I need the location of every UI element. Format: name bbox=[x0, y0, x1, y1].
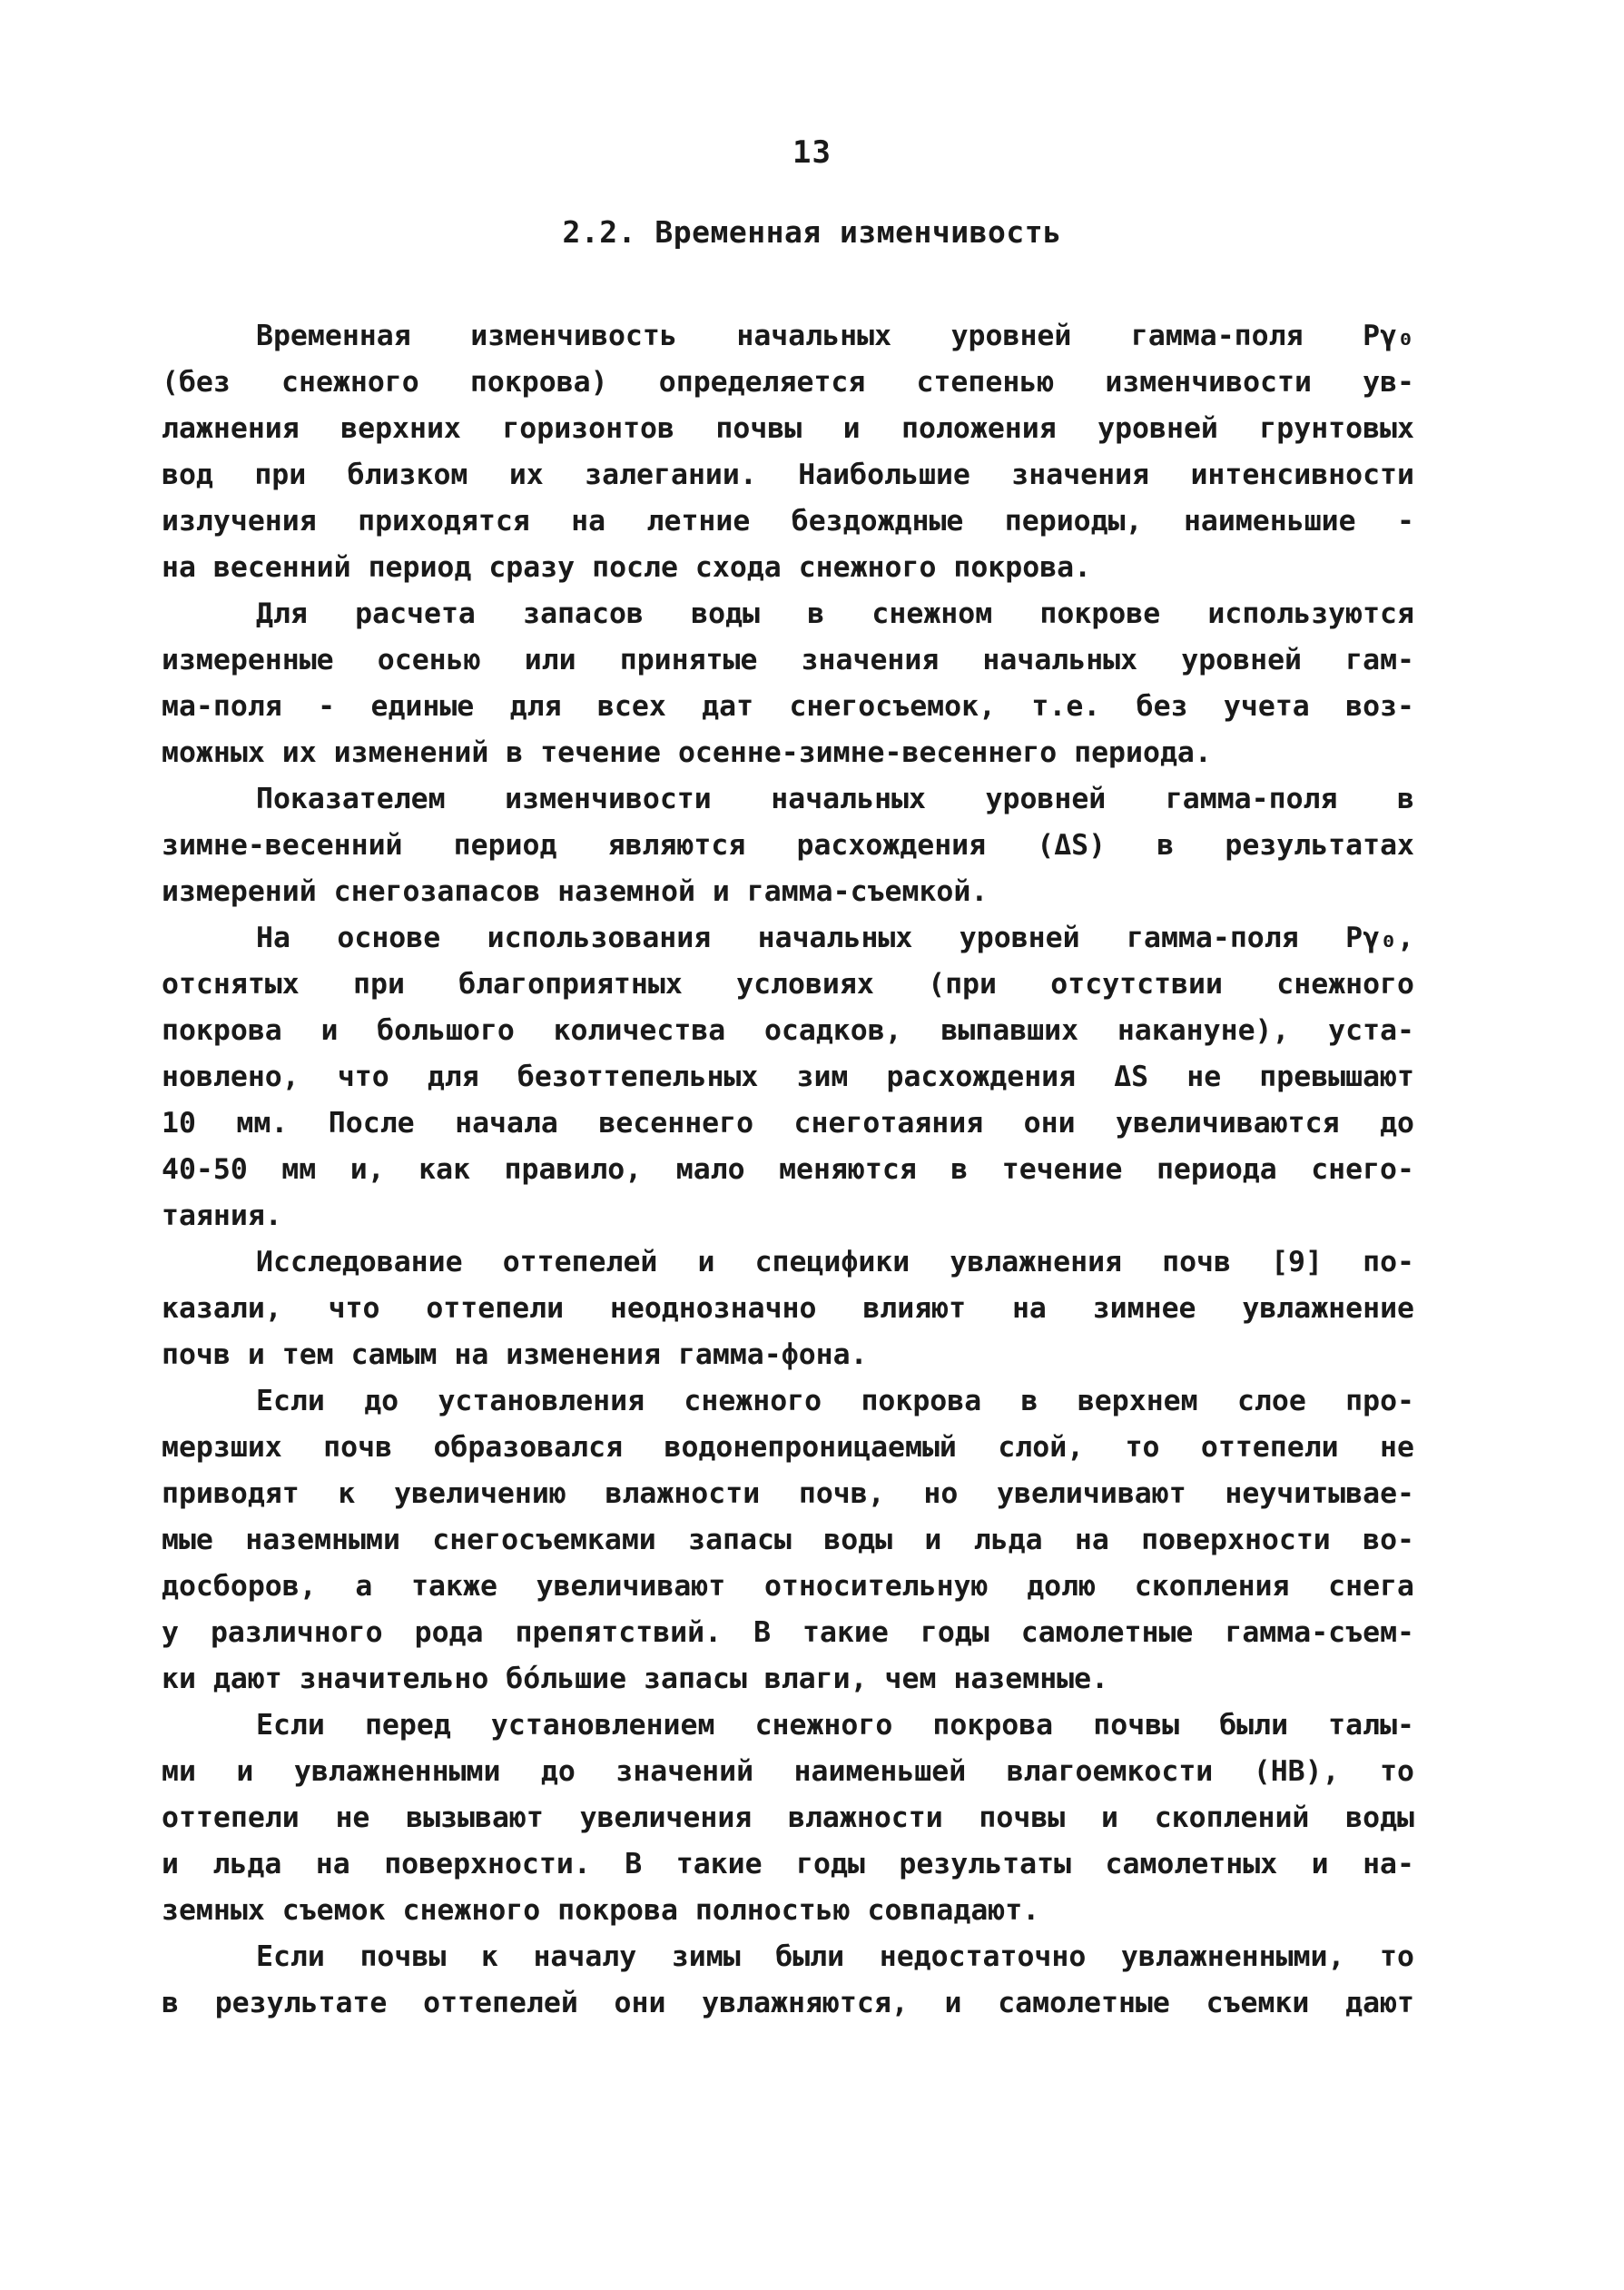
page-number: 13 bbox=[792, 134, 832, 171]
text-line: ки дают значительно бо́льшие запасы влаги, чем наземные. bbox=[162, 1663, 1109, 1695]
text-line: отснятых при благоприятных условиях (при отсутствии снежного bbox=[162, 968, 1414, 1001]
text-line: ма-поля - единые для всех дат снегосъемок, т.е. без учета воз- bbox=[162, 690, 1414, 723]
text-line: досборов, а также увеличивают относительную долю скопления снега bbox=[162, 1570, 1414, 1603]
text-line: почв и тем самым на изменения гамма-фона. bbox=[162, 1338, 868, 1371]
text-line: у различного рода препятствий. В такие годы самолетные гамма-съем- bbox=[162, 1616, 1414, 1649]
text-line: ми и увлажненными до значений наименьшей влагоемкости (НВ), то bbox=[162, 1755, 1414, 1788]
text-line: земных съемок снежного покрова полностью совпадают. bbox=[162, 1894, 1040, 1927]
text-line: излучения приходятся на летние бездождные периоды, наименьшие - bbox=[162, 505, 1414, 538]
text-line: измерений снегозапасов наземной и гамма-съемкой. bbox=[162, 875, 989, 908]
text-line: оттепели не вызывают увеличения влажности почвы и скоплений воды bbox=[162, 1801, 1414, 1834]
text-line: мерзших почв образовался водонепроницаемый слой, то оттепели не bbox=[162, 1431, 1414, 1464]
text-line: таяния. bbox=[162, 1199, 282, 1232]
text-line: зимне-весенний период являются расхождения (ΔS) в результатах bbox=[162, 829, 1414, 862]
text-line: Для расчета запасов воды в снежном покрове используются bbox=[256, 597, 1414, 630]
text-line: Если до установления снежного покрова в верхнем слое про- bbox=[256, 1385, 1414, 1417]
text-line: лажнения верхних горизонтов почвы и положения уровней грунтовых bbox=[162, 412, 1414, 445]
text-line: Если перед установлением снежного покрова почвы были талы- bbox=[256, 1709, 1414, 1742]
text-line: Временная изменчивость начальных уровней гамма-поля Pγ₀ bbox=[256, 320, 1414, 352]
text-line: На основе использования начальных уровней гамма-поля Pγ₀, bbox=[256, 922, 1414, 954]
text-line: можных их изменений в течение осенне-зимне-весеннего периода. bbox=[162, 736, 1212, 769]
text-line: Если почвы к началу зимы были недостаточно увлажненными, то bbox=[256, 1940, 1414, 1973]
text-line: на весенний период сразу после схода снежного покрова. bbox=[162, 551, 1092, 584]
body-text bbox=[162, 313, 1414, 2027]
text-line: в результате оттепелей они увлажняются, и самолетные съемки дают bbox=[162, 1987, 1414, 2019]
text-line: 10 мм. После начала весеннего снеготаяния они увеличиваются до bbox=[162, 1107, 1414, 1140]
text-line: (без снежного покрова) определяется степенью изменчивости ув- bbox=[162, 366, 1414, 399]
text-line: 40-50 мм и, как правило, мало меняются в течение периода снего- bbox=[162, 1153, 1414, 1186]
text-line: и льда на поверхности. В такие годы результаты самолетных и на- bbox=[162, 1848, 1414, 1880]
section-heading: 2.2. Временная изменчивость bbox=[562, 214, 1062, 250]
text-line: новлено, что для безоттепельных зим расхождения ΔS не превышают bbox=[162, 1061, 1414, 1093]
text-line: мые наземными снегосъемками запасы воды и льда на поверхности во- bbox=[162, 1524, 1414, 1556]
text-line: покрова и большого количества осадков, выпавших накануне), уста- bbox=[162, 1014, 1414, 1047]
text-line: измеренные осенью или принятые значения начальных уровней гам- bbox=[162, 644, 1414, 676]
text-line: вод при близком их залегании. Наибольшие значения интенсивности bbox=[162, 459, 1414, 491]
text-line: Исследование оттепелей и специфики увлажнения почв [9] по- bbox=[256, 1246, 1414, 1278]
text-line: приводят к увеличению влажности почв, но увеличивают неучитывае- bbox=[162, 1477, 1414, 1510]
text-line: казали, что оттепели неоднозначно влияют на зимнее увлажнение bbox=[162, 1292, 1414, 1325]
text-line: Показателем изменчивости начальных уровней гамма-поля в bbox=[256, 783, 1414, 815]
